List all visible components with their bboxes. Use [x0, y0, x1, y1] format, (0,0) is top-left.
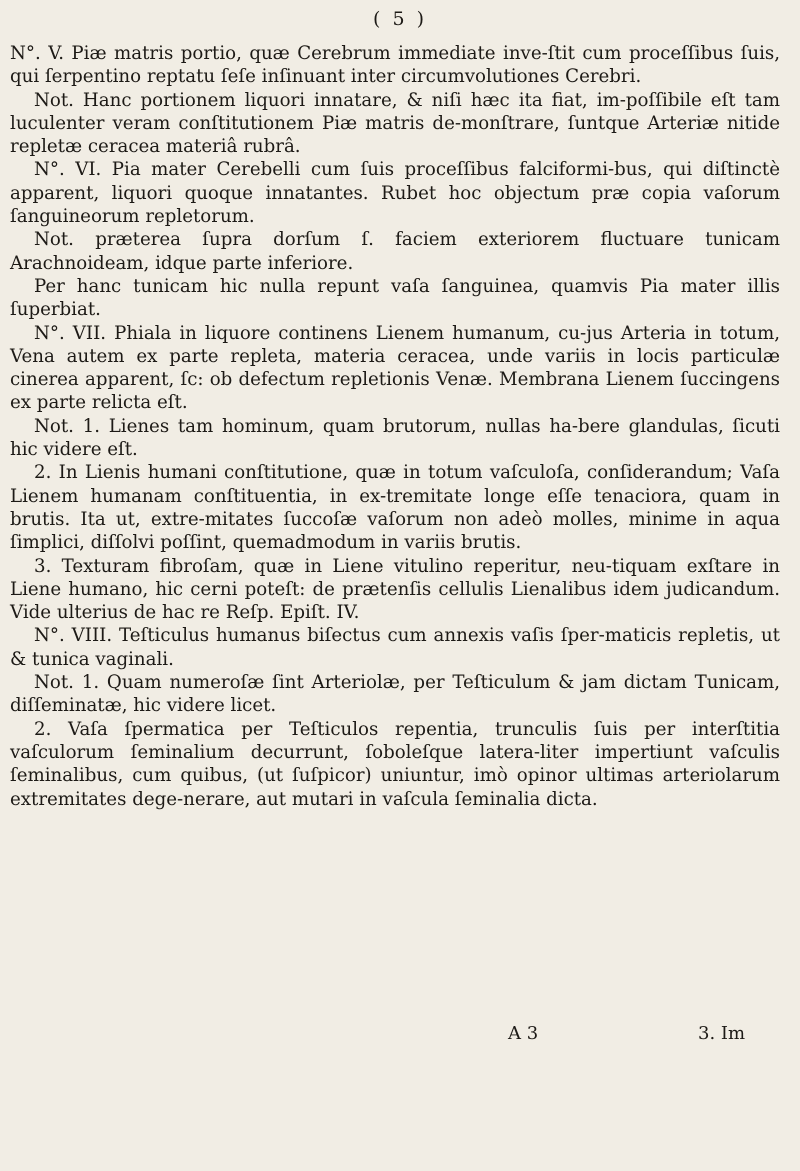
page-footer [0, 1023, 800, 1049]
paragraph-note-no5: Not. Hanc portionem liquori innatare, & niſi hæc ita fiat, im-poſſibile eſt tam luculenter veram conſtitutionem Piæ matris de-monſtrare, ſuntque Arteriæ nitide repletæ ceracea materiâ rubrâ. [10, 89, 780, 158]
catchword: 3. Im [698, 1023, 746, 1044]
paragraph-note-no7-2: 2. In Lienis humani conſtitutione, quæ in totum vaſculoſa, conſiderandum; Vaſa Lienem humanam conſtituentia, in ex-tremitate longe eſſe tenaciora, quam in brutis. Ita ut, extre-mitates ſuccoſæ vaſorum non adeò molles, minime in aqua ſimplici, diſſolvi poſſint, quemadmodum in variis brutis. [10, 462, 780, 554]
paragraph-note-no7-1: Not. 1. Lienes tam hominum, quam brutorum, nullas ha-bere glandulas, ſicuti hic videre eſt. [10, 415, 780, 461]
paragraph-no6: N°. VI. Pia mater Cerebelli cum ſuis proceſſibus falciformi-bus, qui diſtinctè apparent, liquori quoque innatantes. Rubet hoc objectum præ copia vaſorum ſanguineorum repletorum. [10, 159, 780, 228]
paragraph-note-no6-b: Per hanc tunicam hic nulla repunt vaſa ſanguinea, quamvis Pia mater illis ſuperbiat. [10, 275, 780, 321]
paragraph-no5: N°. V. Piæ matris portio, quæ Cerebrum immediate inve-ſtit cum proceſſibus ſuis, qui ſerpentino reptatu ſeſe inſinuant inter circumvolutiones Cerebri. [10, 43, 780, 88]
page-number: ( 5 ) [373, 8, 427, 30]
paragraph-note-no8-1: Not. 1. Quam numeroſæ ſint Arteriolæ, per Teſticulum & jam dictam Tunicam, diſſeminatæ, hic videre licet. [10, 672, 780, 717]
body-text [10, 42, 780, 811]
signature-mark: A 3 [508, 1023, 539, 1044]
paragraph-note-no7-3: 3. Texturam fibroſam, quæ in Liene vitulino reperitur, neu-tiquam exſtare in Liene humano, hic cerni poteſt: de prætenſis cellulis Lienalibus idem judicandum. Vide ulterius de hac re Reſp. Epiſt. IV. [10, 555, 780, 624]
paragraph-no8: N°. VIII. Teſticulus humanus biſectus cum annexis vaſis ſper-maticis repletis, ut & tunica vaginali. [10, 625, 780, 670]
paragraph-note-no8-2: 2. Vaſa ſpermatica per Teſticulos repentia, trunculis ſuis per interſtitia vaſculorum ſeminalium decurrunt, ſoboleſque latera-liter impertiunt vaſculis ſeminalibus, cum quibus, (ut ſuſpicor) uniuntur, imò opinor ultimas arteriolarum extremitates dege-nerare, aut mutari in vaſcula ſeminalia dicta. [10, 718, 780, 810]
paragraph-no7: N°. VII. Phiala in liquore continens Lienem humanum, cu-jus Arteria in totum, Vena autem ex parte repleta, materia ceracea, unde variis in locis particulæ cinerea apparent, ſc: ob defectum repletionis Venæ. Membrana Lienem ſuccingens ex parte relicta eſt. [10, 322, 780, 414]
paragraph-note-no6: Not. præterea ſupra dorſum ſ. faciem exteriorem fluctuare tunicam Arachnoideam, idque parte inferiore. [10, 229, 780, 274]
